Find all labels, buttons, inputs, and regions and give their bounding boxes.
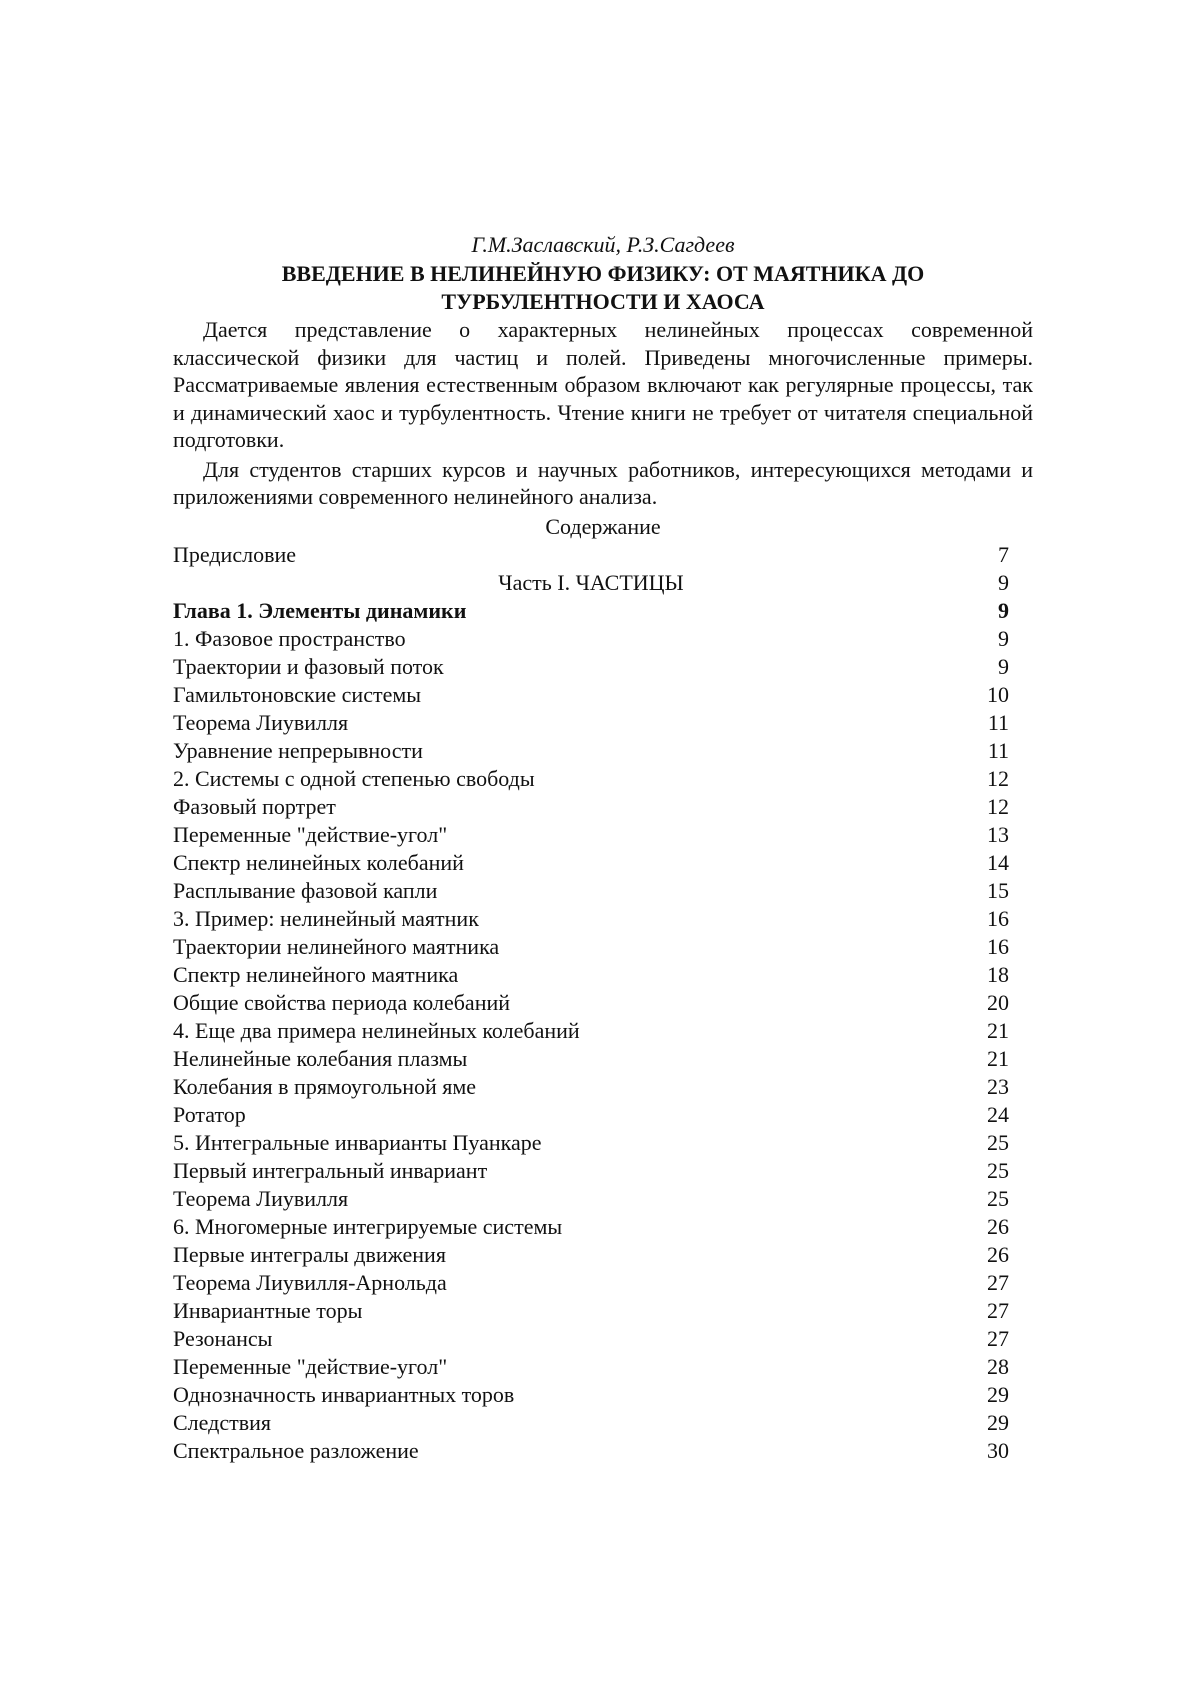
- toc-page-number: 12: [987, 765, 1009, 791]
- toc-page-number: 11: [987, 737, 1009, 763]
- toc-entry-label: Часть I. ЧАСТИЦЫ: [498, 569, 684, 595]
- toc-entry-label: Траектории и фазовый поток: [173, 653, 444, 679]
- toc-chapter: [173, 597, 1033, 625]
- toc-entry-label: Траектории нелинейного маятника: [173, 933, 500, 959]
- toc-entry-label: Предисловие: [173, 541, 296, 567]
- toc-entry-label: 3. Пример: нелинейный маятник: [173, 905, 479, 931]
- toc-entry: [173, 1129, 1033, 1157]
- toc-page-number: 9: [998, 569, 1009, 595]
- toc-entry-label: Расплывание фазовой капли: [173, 877, 438, 903]
- toc-entry: [173, 1045, 1033, 1073]
- toc-entry-label: Однозначность инвариантных торов: [173, 1381, 515, 1407]
- toc-entry: [173, 1325, 1033, 1353]
- toc-entry: [173, 1073, 1033, 1101]
- toc-page-number: 24: [987, 1101, 1009, 1127]
- toc-page-number: 16: [987, 933, 1009, 959]
- toc-part: [173, 569, 1033, 597]
- authors: Г.М.Заславский, Р.З.Сагдеев: [471, 232, 735, 257]
- toc-page-number: 21: [987, 1017, 1009, 1043]
- toc-page-number: 9: [998, 597, 1009, 623]
- toc-page-number: 25: [987, 1185, 1009, 1211]
- toc-entry: [173, 961, 1033, 989]
- audience-paragraph: Для студентов старших курсов и научных работников, интересующихся методами и приложениями современного нелинейного анализа.: [173, 456, 1033, 509]
- document-page: [173, 232, 1033, 1465]
- toc-page-number: 27: [987, 1325, 1009, 1351]
- toc-entry: [173, 653, 1033, 681]
- toc-entry-label: Теорема Лиувилля: [173, 709, 349, 735]
- toc-page-number: 26: [987, 1241, 1009, 1267]
- toc-page-number: 13: [987, 821, 1009, 847]
- toc-entry: [173, 1101, 1033, 1129]
- abstract-paragraph: Дается представление о характерных нелинейных процессах современной классической физики для частиц и полей. Приведены многочисленные примеры. Рассматриваемые явления естественным образом включают как регулярные процессы, так и динамический хаос и турбулентность. Чтение книги не требует от читателя специальной подготовки.: [173, 317, 1033, 452]
- toc-page-number: 12: [987, 793, 1009, 819]
- toc-page-number: 29: [987, 1381, 1009, 1407]
- toc-page-number: 20: [987, 989, 1009, 1015]
- toc-page-number: 18: [987, 961, 1009, 987]
- toc-page-number: 28: [987, 1353, 1009, 1379]
- toc-entry-label: Резонансы: [173, 1325, 273, 1351]
- toc-page-number: 25: [987, 1129, 1009, 1155]
- toc-page-number: 23: [987, 1073, 1009, 1099]
- toc-page-number: 9: [998, 625, 1009, 651]
- toc-page-number: 14: [987, 849, 1009, 875]
- toc-entry-label: Инвариантные торы: [173, 1297, 363, 1323]
- toc-page-number: 27: [987, 1269, 1009, 1295]
- toc-entry-label: Нелинейные колебания плазмы: [173, 1045, 468, 1071]
- toc-entry: [173, 625, 1033, 653]
- toc-entry-label: Общие свойства периода колебаний: [173, 989, 511, 1015]
- toc-entry-label: Следствия: [173, 1409, 271, 1435]
- toc-entry: [173, 1409, 1033, 1437]
- toc-entry-label: Переменные "действие-угол": [173, 821, 448, 847]
- toc-entry: [173, 849, 1033, 877]
- toc-entry-label: Спектральное разложение: [173, 1437, 419, 1463]
- toc-entry: [173, 877, 1033, 905]
- toc-entry-label: Переменные "действие-угол": [173, 1353, 448, 1379]
- toc-entry: [173, 737, 1033, 765]
- toc-entry: [173, 765, 1033, 793]
- toc-entry: [173, 1381, 1033, 1409]
- toc-page-number: 21: [987, 1045, 1009, 1071]
- toc-page-number: 26: [987, 1213, 1009, 1239]
- toc-entry-label: 4. Еще два примера нелинейных колебаний: [173, 1017, 580, 1043]
- toc-entry: [173, 1437, 1033, 1465]
- toc-entry: [173, 541, 1033, 569]
- toc-entry: [173, 933, 1033, 961]
- toc-entry: [173, 709, 1033, 737]
- toc-entry-label: Первый интегральный инвариант: [173, 1157, 488, 1183]
- toc-page-number: 27: [987, 1297, 1009, 1323]
- toc-entry-label: Колебания в прямоугольной яме: [173, 1073, 477, 1099]
- toc-entry: [173, 1213, 1033, 1241]
- toc-entry-label: Спектр нелинейных колебаний: [173, 849, 464, 875]
- toc-page-number: 15: [987, 877, 1009, 903]
- toc-entry: [173, 681, 1033, 709]
- toc-entry: [173, 1297, 1033, 1325]
- toc-page-number: 9: [998, 653, 1009, 679]
- toc-entry-label: Первые интегралы движения: [173, 1241, 446, 1267]
- table-of-contents: [173, 541, 1033, 1465]
- toc-entry: [173, 989, 1033, 1017]
- toc-entry-label: Гамильтоновские системы: [173, 681, 422, 707]
- book-title: [173, 260, 1033, 316]
- toc-page-number: 30: [987, 1437, 1009, 1463]
- title-line-2: ТУРБУЛЕНТНОСТИ И ХАОСА: [441, 289, 765, 314]
- toc-entry-label: 2. Системы с одной степенью свободы: [173, 765, 535, 791]
- toc-entry: [173, 1353, 1033, 1381]
- toc-entry: [173, 793, 1033, 821]
- toc-entry-label: Спектр нелинейного маятника: [173, 961, 459, 987]
- contents-heading: Содержание: [545, 513, 661, 539]
- toc-entry: [173, 1157, 1033, 1185]
- toc-entry-label: Теорема Лиувилля-Арнольда: [173, 1269, 447, 1295]
- toc-entry: [173, 1241, 1033, 1269]
- toc-entry: [173, 1185, 1033, 1213]
- toc-page-number: 16: [987, 905, 1009, 931]
- toc-page-number: 7: [998, 541, 1009, 567]
- toc-entry-label: Фазовый портрет: [173, 793, 336, 819]
- toc-entry: [173, 821, 1033, 849]
- toc-entry-label: 6. Многомерные интегрируемые системы: [173, 1213, 563, 1239]
- toc-entry-label: Ротатор: [173, 1101, 246, 1127]
- toc-entry-label: 5. Интегральные инварианты Пуанкаре: [173, 1129, 542, 1155]
- toc-entry-label: Глава 1. Элементы динамики: [173, 597, 467, 623]
- toc-entry-label: Уравнение непрерывности: [173, 737, 423, 763]
- toc-entry: [173, 1269, 1033, 1297]
- toc-entry-label: 1. Фазовое пространство: [173, 625, 406, 651]
- toc-page-number: 25: [987, 1157, 1009, 1183]
- toc-page-number: 10: [987, 681, 1009, 707]
- toc-entry: [173, 1017, 1033, 1045]
- toc-entry: [173, 905, 1033, 933]
- toc-entry-label: Теорема Лиувилля: [173, 1185, 349, 1211]
- toc-page-number: 29: [987, 1409, 1009, 1435]
- title-line-1: ВВЕДЕНИЕ В НЕЛИНЕЙНУЮ ФИЗИКУ: ОТ МАЯТНИКА ДО: [281, 261, 925, 286]
- toc-page-number: 11: [987, 709, 1009, 735]
